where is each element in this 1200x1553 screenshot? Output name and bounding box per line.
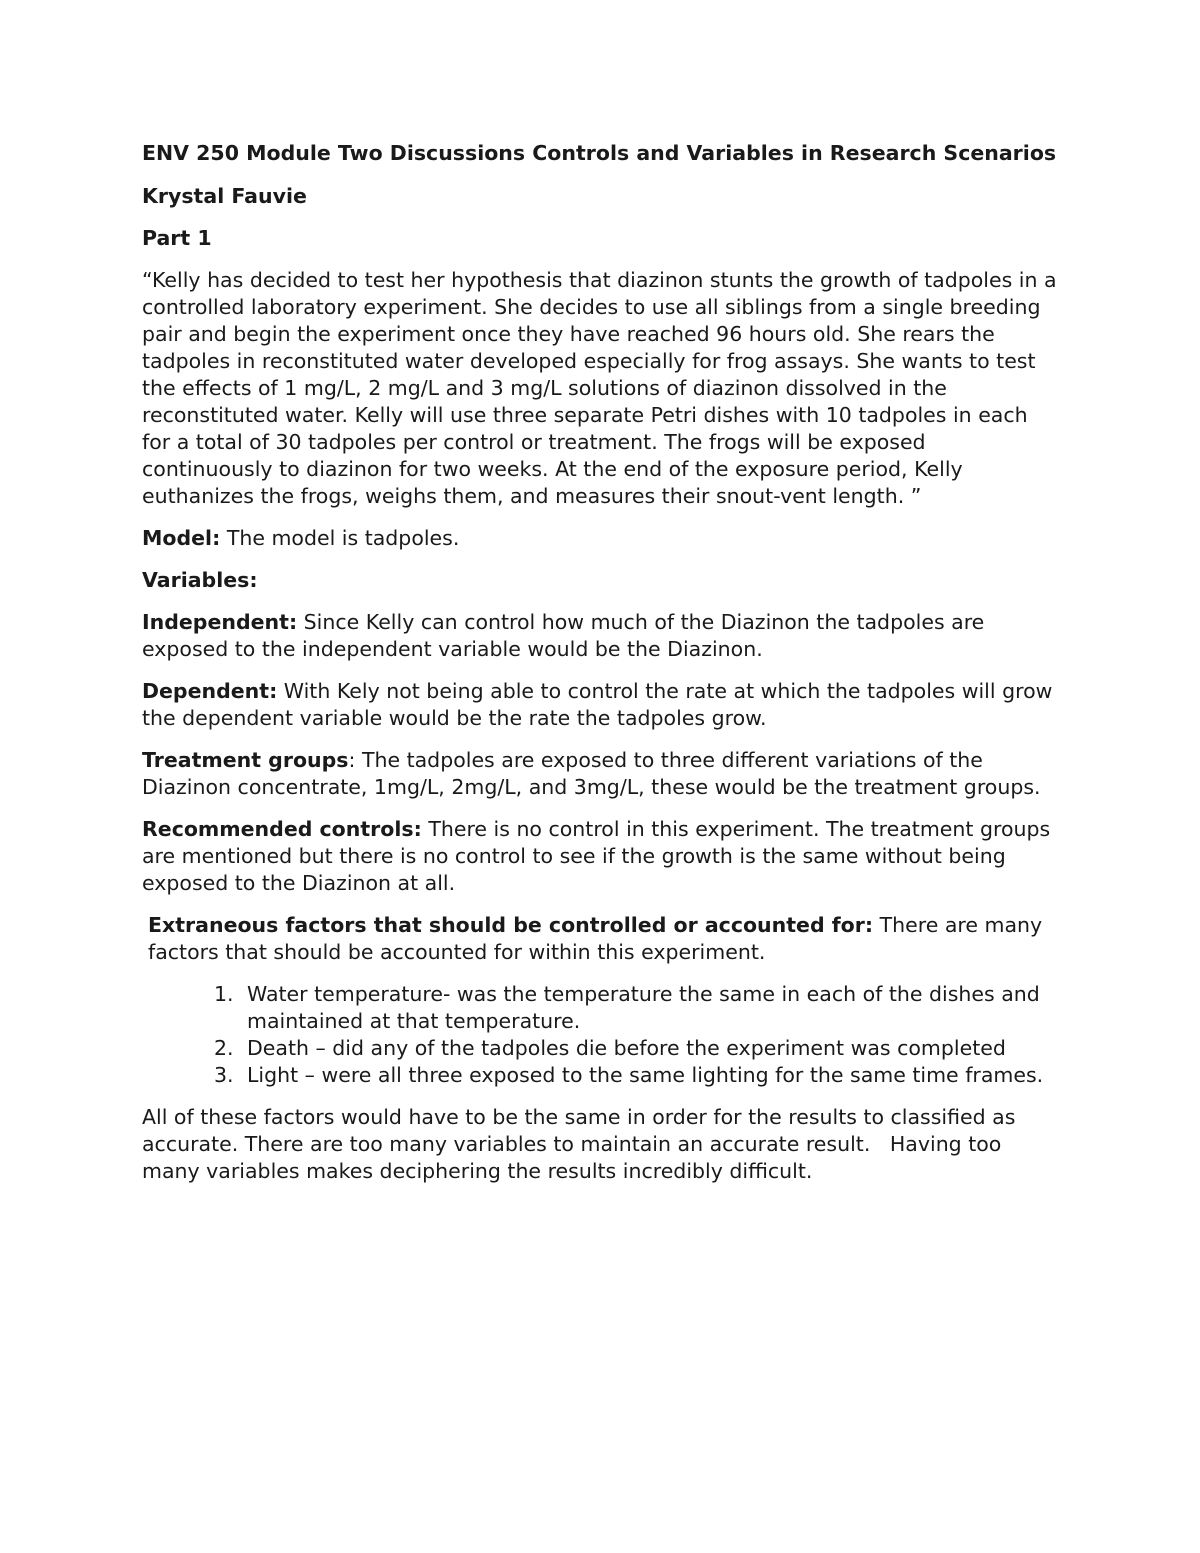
dependent-label: Dependent: <box>142 679 278 703</box>
model-paragraph <box>142 525 1062 552</box>
controls-paragraph <box>142 816 1062 897</box>
list-item-text: Light – were all three exposed to the same lighting for the same time frames. <box>247 1063 1044 1087</box>
independent-text: Since Kelly can control how much of the Diazinon the tadpoles are exposed to the independent variable would be the Diazinon. <box>142 610 985 661</box>
independent-label: Independent: <box>142 610 298 634</box>
list-item <box>142 1035 1062 1062</box>
variables-heading: Variables: <box>142 568 258 592</box>
extraneous-paragraph <box>142 912 1062 966</box>
treatment-label: Treatment groups <box>142 748 349 772</box>
dependent-text: With Kely not being able to control the rate at which the tadpoles will grow the dependent variable would be the rate the tadpoles grow. <box>142 679 1053 730</box>
list-number: 3. <box>214 1063 234 1087</box>
extraneous-label: Extraneous factors that should be controlled or accounted for: <box>148 913 874 937</box>
list-number: 2. <box>214 1036 234 1060</box>
model-text: The model is tadpoles. <box>220 526 460 550</box>
conclusion-paragraph: All of these factors would have to be the same in order for the results to classified as accurate. There are too many variables to maintain an accurate result. Having too many variables makes deciphering the results incredibly difficult. <box>142 1105 1022 1183</box>
author-name: Krystal Fauvie <box>142 184 307 208</box>
independent-paragraph <box>142 609 1062 663</box>
controls-label: Recommended controls: <box>142 817 422 841</box>
list-item-text: Death – did any of the tadpoles die before the experiment was completed <box>247 1036 1006 1060</box>
document-title: ENV 250 Module Two Discussions Controls and Variables in Research Scenarios <box>142 141 1057 165</box>
extraneous-text: There are many factors that should be accounted for within this experiment. <box>148 913 1043 964</box>
list-item <box>142 1062 1062 1089</box>
factors-list <box>142 981 1062 1089</box>
treatment-paragraph <box>142 747 1062 801</box>
treatment-text: : The tadpoles are exposed to three different variations of the Diazinon concentrate, 1mg/L, 2mg/L, and 3mg/L, these would be the treatment groups. <box>142 748 1041 799</box>
document-page <box>142 140 1062 1185</box>
dependent-paragraph <box>142 678 1062 732</box>
part-heading: Part 1 <box>142 226 212 250</box>
list-number: 1. <box>214 982 234 1006</box>
scenario-quote: “Kelly has decided to test her hypothesis that diazinon stunts the growth of tadpoles in a controlled laboratory experiment. She decides to use all siblings from a single breeding pair and begin the experiment once they have reached 96 hours old. She rears the tadpoles in reconstituted water developed especially for frog assays. She wants to test the effects of 1 mg/L, 2 mg/L and 3 mg/L solutions of diazinon dissolved in the reconstituted water. Kelly will use three separate Petri dishes with 10 tadpoles in each for a total of 30 tadpoles per control or treatment. The frogs will be exposed continuously to diazinon for two weeks. At the end of the exposure period, Kelly euthanizes the frogs, weighs them, and measures their snout-vent length. ” <box>142 268 1057 508</box>
controls-text: There is no control in this experiment. The treatment groups are mentioned but there is no control to see if the growth is the same without being exposed to the Diazinon at all. <box>142 817 1051 895</box>
model-label: Model: <box>142 526 221 550</box>
list-item-text: Water temperature- was the temperature the same in each of the dishes and maintained at that temperature. <box>247 982 1040 1033</box>
list-item <box>142 981 1062 1035</box>
